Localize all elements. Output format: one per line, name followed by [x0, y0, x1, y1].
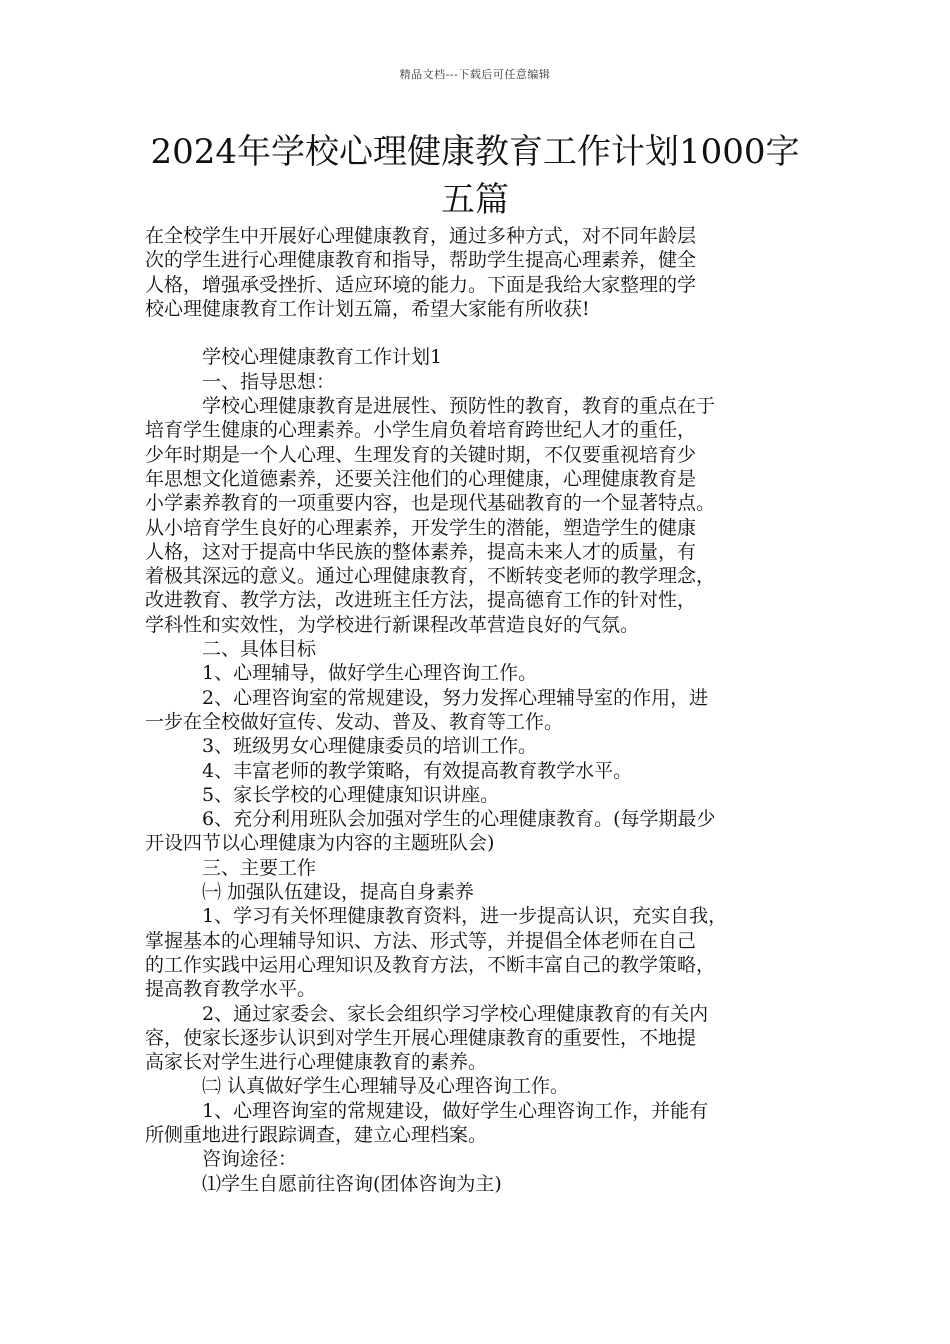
intro-line: 人格，增强承受挫折、适应环境的能力。下面是我给大家整理的学 — [145, 273, 697, 296]
list-item-continuation: 的工作实践中运用心理知识及教育方法，不断丰富自己的教学策略， — [145, 953, 716, 976]
intro-line: 次的学生进行心理健康教育和指导，帮助学生提高心理素养，健全 — [145, 249, 697, 272]
list-item: ⑴学生自愿前往咨询(团体咨询为主) — [202, 1172, 502, 1195]
list-item-continuation: 开设四节以心理健康为内容的主题班队会) — [145, 832, 495, 855]
list-item-continuation: 一步在全校做好宣传、发动、普及、教育等工作。 — [145, 710, 564, 733]
list-item: 2、通过家委会、家长会组织学习学校心理健康教育的有关内 — [202, 1002, 709, 1025]
paragraph-line: 改进教育、教学方法，改进班主任方法，提高德育工作的针对性， — [145, 589, 697, 612]
paragraph-line: 小学素养教育的一项重要内容，也是现代基础教育的一个显著特点。 — [145, 492, 716, 515]
paragraph-line: 培育学生健康的心理素养。小学生肩负着培育跨世纪人才的重任， — [145, 419, 697, 442]
list-item-continuation: 高家长对学生进行心理健康教育的素养。 — [145, 1051, 488, 1074]
list-item: 1、学习有关怀理健康教育资料，进一步提高认识，充实自我， — [202, 905, 728, 928]
title-line-2: 五篇 — [441, 180, 509, 220]
header-note: 精品文档---下载后可任意编辑 — [399, 68, 551, 81]
paragraph-line: 咨询途径： — [202, 1148, 298, 1171]
paragraph-line: 少年时期是一个人心理、生理发育的关键时期，不仅要重视培育少 — [145, 443, 697, 466]
subsection-heading: 二、具体目标 — [202, 638, 317, 661]
paragraph-line: 学校心理健康教育是进展性、预防性的教育，教育的重点在于 — [202, 395, 716, 418]
intro-line: 在全校学生中开展好心理健康教育，通过多种方式，对不同年龄层 — [145, 225, 697, 247]
subsection-heading: 一、指导思想： — [202, 370, 336, 393]
paragraph-line: 学科性和实效性，为学校进行新课程改革营造良好的气氛。 — [145, 613, 640, 636]
blank-line — [145, 321, 825, 345]
list-item: 3、班级男女心理健康委员的培训工作。 — [202, 735, 538, 758]
list-item: 1、心理咨询室的常规建设，做好学生心理咨询工作，并能有 — [202, 1099, 709, 1122]
paragraph-line: 从小培育学生良好的心理素养，开发学生的潜能，塑造学生的健康 — [145, 516, 697, 539]
intro-line: 校心理健康教育工作计划五篇，希望大家能有所收获! — [145, 297, 590, 320]
section-heading: 学校心理健康教育工作计划1 — [202, 346, 443, 369]
list-item-continuation: 提高教育教学水平。 — [145, 978, 317, 1001]
list-item: 4、丰富老师的教学策略，有效提高教育教学水平。 — [202, 759, 633, 782]
document-title — [120, 128, 830, 224]
paragraph-line: 人格，这对于提高中华民族的整体素养，提高未来人才的质量，有 — [145, 540, 697, 563]
title-line-1: 2024年学校心理健康教育工作计划1000字 — [150, 132, 800, 172]
document-body — [145, 224, 825, 1196]
sub-heading: ㈠ 加强队伍建设，提高自身素养 — [202, 881, 475, 904]
list-item-continuation: 所侧重地进行跟踪调查，建立心理档案。 — [145, 1123, 488, 1146]
list-item: 6、充分利用班队会加强对学生的心理健康教育。(每学期最少 — [202, 808, 716, 831]
list-item: 2、心理咨询室的常规建设，努力发挥心理辅导室的作用，进 — [202, 686, 709, 709]
subsection-heading: 三、主要工作 — [202, 856, 317, 879]
list-item: 5、家长学校的心理健康知识讲座。 — [202, 783, 500, 806]
paragraph-line: 年思想文化道德素养，还要关注他们的心理健康，心理健康教育是 — [145, 467, 697, 490]
sub-heading: ㈡ 认真做好学生心理辅导及心理咨询工作。 — [202, 1075, 570, 1098]
list-item-continuation: 掌握基本的心理辅导知识、方法、形式等，并提倡全体老师在自己 — [145, 929, 697, 952]
list-item: 1、心理辅导，做好学生心理咨询工作。 — [202, 662, 538, 685]
paragraph-line: 着极其深远的意义。通过心理健康教育，不断转变老师的教学理念， — [145, 565, 716, 588]
list-item-continuation: 容，使家长逐步认识到对学生开展心理健康教育的重要性，不地提 — [145, 1026, 697, 1049]
